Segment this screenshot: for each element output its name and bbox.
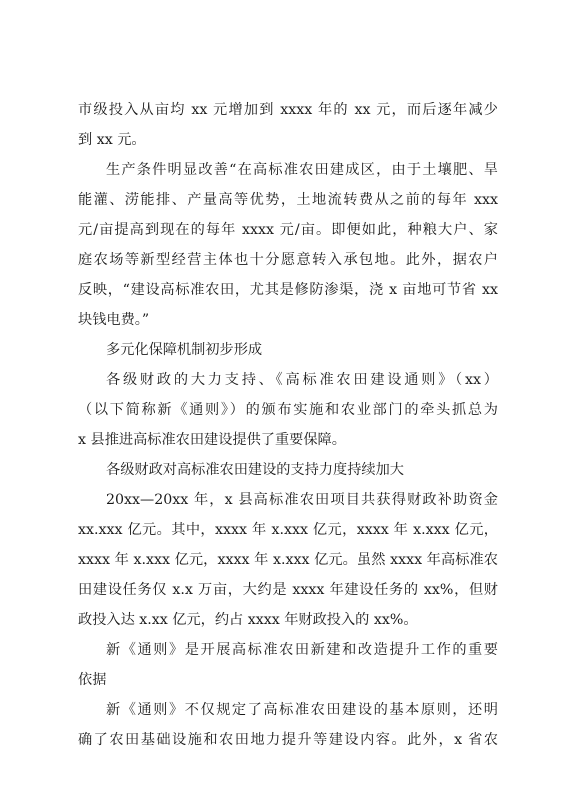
paragraph-start-line: 生产条件明显改善“在高标准农田建成区，由于土壤肥、旱 (106, 162, 498, 178)
paragraph-start-line: 新《通则》不仅规定了高标准农田建设的基本原则，还明 (106, 702, 498, 718)
body-text-line: x 县推进高标准农田建设提供了重要保障。 (78, 432, 346, 448)
body-text-line: 政投入达 x.xx 亿元，约占 xxxx 年财政投入的 xx%。 (78, 612, 418, 628)
body-text-line: 田建设任务仅 x.x 万亩，大约是 xxxx 年建设任务的 xx%，但财 (78, 582, 498, 598)
body-text-line: xx.xxx 亿元。其中，xxxx 年 x.xxx 亿元，xxxx 年 x.xxx 亿元， (78, 522, 498, 538)
body-text-line: 到 xx 元。 (78, 132, 146, 148)
body-text-line: 元/亩提高到现在的每年 xxxx 元/亩。即便如此，种粮大户、家 (78, 222, 498, 238)
body-text-line: 庭农场等新型经营主体也十分愿意转入承包地。此外，据农户 (78, 252, 498, 268)
paragraph-start-line: 各级财政的大力支持、《高标准农田建设通则》（xx） (106, 372, 498, 388)
paragraph-start-line: 20xx—20xx 年，x 县高标准农田项目共获得财政补助资金 (106, 492, 498, 508)
body-text-line: xxxx 年 x.xxx 亿元，xxxx 年 x.xxx 亿元。虽然 xxxx 年高标准农 (78, 552, 498, 568)
subsection-heading: 各级财政对高标准农田建设的支持力度持续加大 (106, 462, 404, 478)
body-text-line: 反映，“建设高标准农田，尤其是修防渗渠，浇 x 亩地可节省 xx (78, 282, 498, 298)
section-heading: 多元化保障机制初步形成 (106, 342, 263, 358)
document-page (78, 95, 498, 755)
body-text-line: 块钱电费。” (78, 312, 150, 328)
body-text-line: 市级投入从亩均 xx 元增加到 xxxx 年的 xx 元，而后逐年减少 (78, 102, 498, 118)
subsection-heading: 新《通则》是开展高标准农田新建和改造提升工作的重要 (106, 642, 498, 658)
subsection-heading: 依据 (78, 672, 107, 688)
body-text-line: 能灌、涝能排、产量高等优势，土地流转费从之前的每年 xxx (78, 192, 498, 208)
body-text-line: （以下简称新《通则》）的颁布实施和农业部门的牵头抓总为 (78, 402, 498, 418)
body-text-line: 确了农田基础设施和农田地力提升等建设内容。此外，x 省农 (78, 732, 498, 748)
